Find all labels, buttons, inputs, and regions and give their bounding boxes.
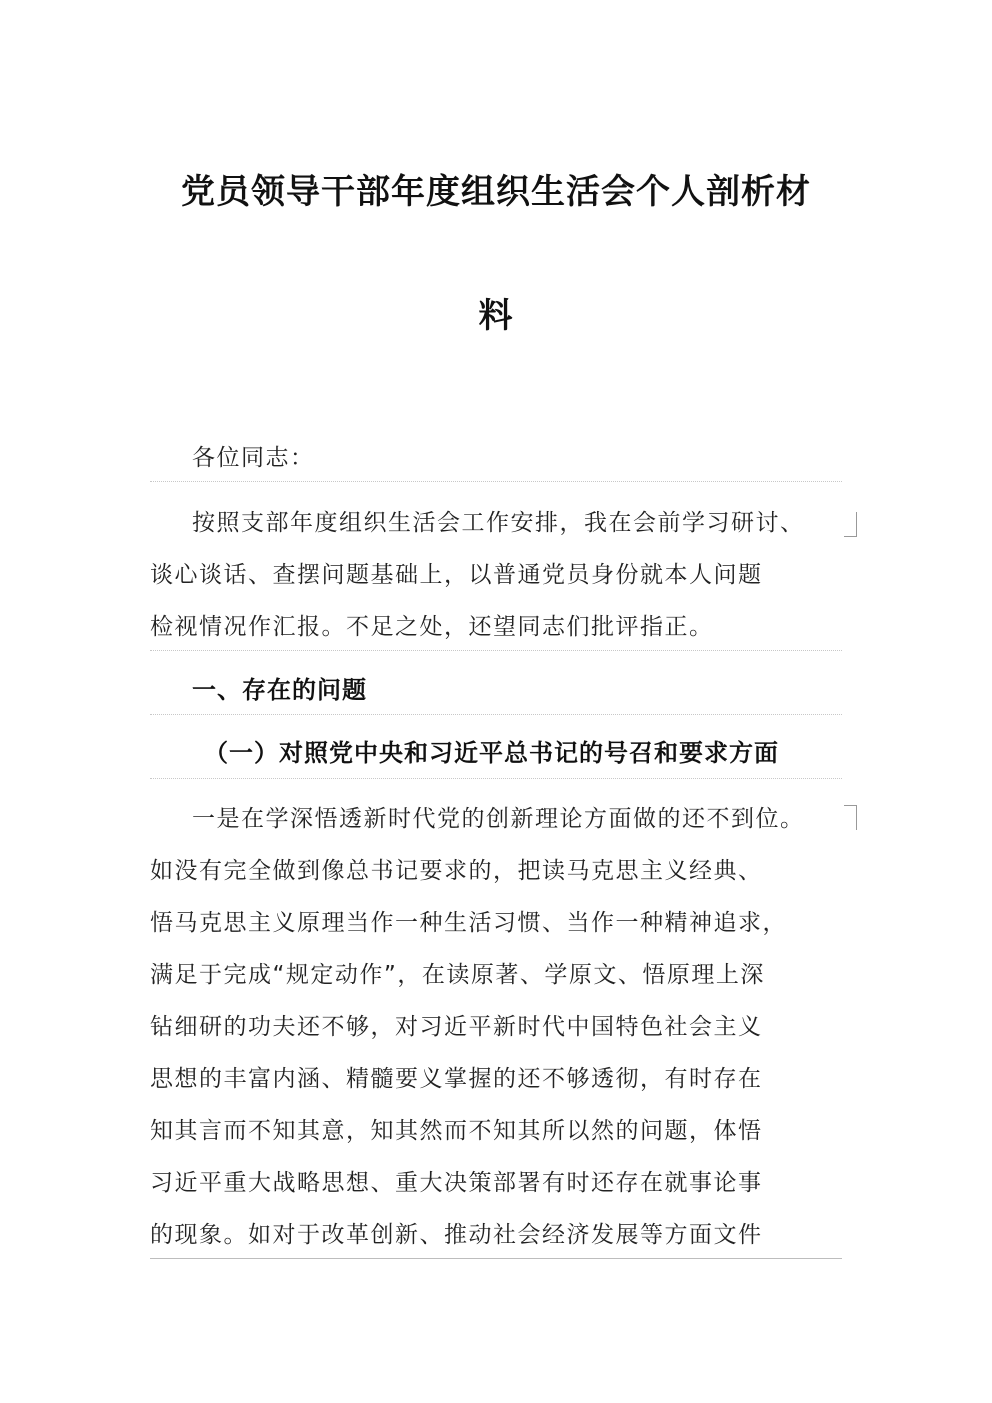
margin-mark-icon (844, 512, 857, 537)
text-rule (150, 1258, 842, 1259)
intro-line: 按照支部年度组织生活会工作安排，我在会前学习研讨、 (192, 510, 805, 536)
section-heading: 一、存在的问题 (192, 676, 367, 704)
document-title-line-1: 党员领导干部年度组织生活会个人剖析材 (181, 172, 811, 212)
body-line: 钻细研的功夫还不够，对习近平新时代中国特色社会主义 (150, 1014, 763, 1040)
body-line: 思想的丰富内涵、精髓要义掌握的还不够透彻，有时存在 (150, 1066, 763, 1092)
greeting: 各位同志： (192, 445, 315, 471)
text-rule (150, 481, 842, 482)
document-title-line-2: 料 (478, 296, 514, 336)
body-line: 一是在学深悟透新时代党的创新理论方面做的还不到位。 (192, 806, 805, 832)
body-line: 知其言而不知其意，知其然而不知其所以然的问题，体悟 (150, 1118, 763, 1144)
body-line: 的现象。如对于改革创新、推动社会经济发展等方面文件 (150, 1222, 763, 1248)
text-rule (150, 650, 842, 651)
body-line: 悟马克思主义原理当作一种生活习惯、当作一种精神追求， (150, 910, 787, 936)
intro-line: 检视情况作汇报。不足之处，还望同志们批评指正。 (150, 614, 714, 640)
body-line: 如没有完全做到像总书记要求的，把读马克思主义经典、 (150, 858, 763, 884)
text-rule (150, 778, 842, 779)
margin-mark-icon (844, 805, 857, 830)
body-line: 习近平重大战略思想、重大决策部署有时还存在就事论事 (150, 1170, 763, 1196)
body-line: 满足于完成“规定动作”，在读原著、学原文、悟原理上深 (150, 962, 765, 988)
intro-line: 谈心谈话、查摆问题基础上，以普通党员身份就本人问题 (150, 562, 763, 588)
subsection-heading: （一）对照党中央和习近平总书记的号召和要求方面 (204, 739, 779, 767)
text-rule (150, 714, 842, 715)
